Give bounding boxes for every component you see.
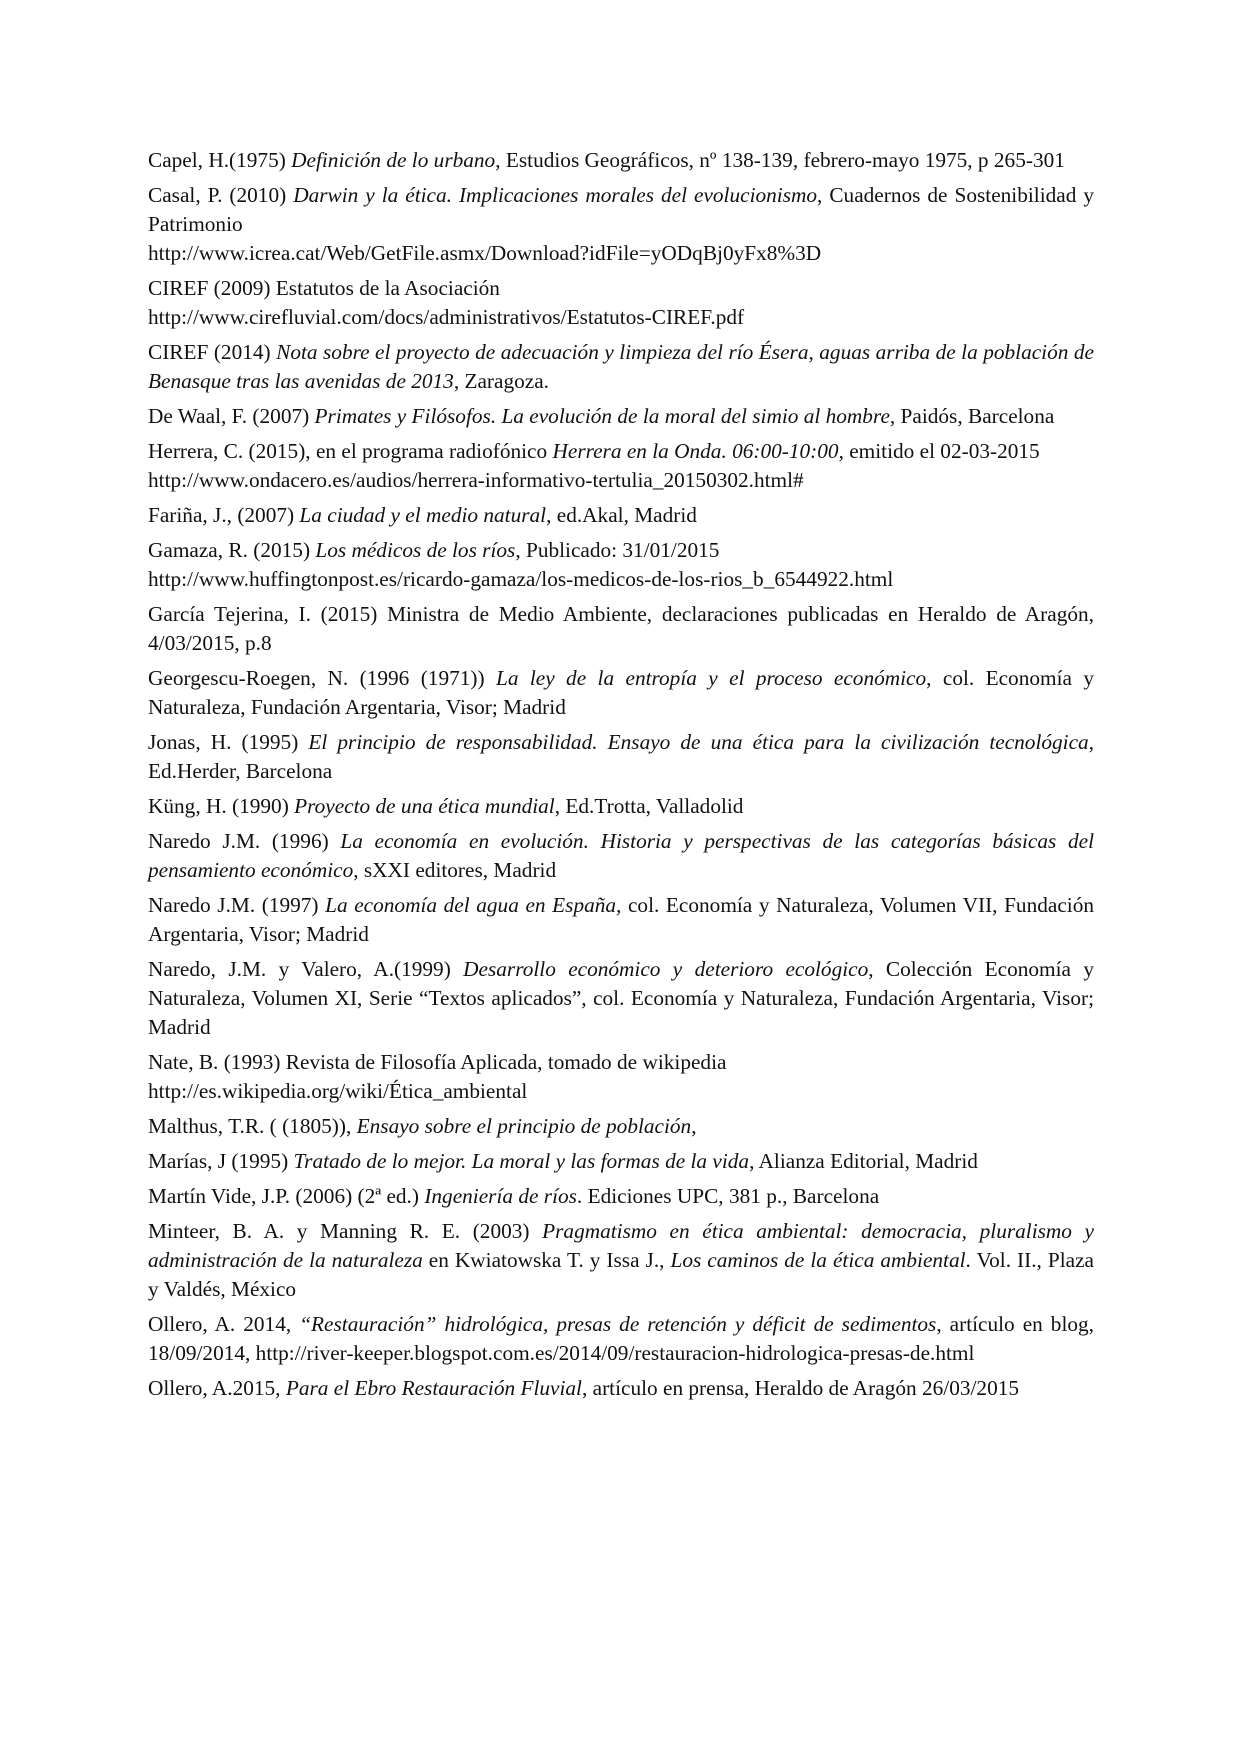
- reference-entry: [148, 1217, 1094, 1304]
- reference-text: , Cuadernos de Sostenibilidad y Patrimonio: [148, 183, 1094, 236]
- reference-text: Minteer, B. A. y Manning R. E. (2003): [148, 1219, 543, 1243]
- reference-entry: [148, 1048, 1094, 1106]
- reference-text: Casal, P. (2010): [148, 183, 294, 207]
- reference-title: Definición de lo urbano: [291, 148, 496, 172]
- reference-url[interactable]: http://es.wikipedia.org/wiki/Ética_ambiental: [148, 1079, 528, 1103]
- reference-text: CIREF (2009) Estatutos de la Asociación: [148, 276, 500, 300]
- reference-url[interactable]: http://www.huffingtonpost.es/ricardo-gamaza/los-medicos-de-los-rios_b_6544922.html: [148, 567, 894, 591]
- reference-title: La ciudad y el medio natural: [299, 503, 547, 527]
- reference-text: Martín Vide, J.P. (2006) (2ª ed.): [148, 1184, 425, 1208]
- reference-entry: [148, 146, 1094, 175]
- reference-text: Ed.Herder, Barcelona: [148, 759, 333, 783]
- reference-title: La ley de la entropía y el proceso económico: [495, 666, 927, 690]
- reference-title: Darwin y la ética. Implicaciones morales del evolucionismo: [293, 183, 818, 207]
- reference-entry: [148, 955, 1094, 1042]
- reference-title: “Restauración” hidrológica, presas de retención y déficit de sedimentos: [299, 1312, 937, 1336]
- reference-entry: [148, 1310, 1094, 1368]
- reference-text: Naredo J.M. (1997): [148, 893, 326, 917]
- reference-text: Ollero, A. 2014,: [148, 1312, 300, 1336]
- reference-text: CIREF (2014): [148, 340, 277, 364]
- reference-entry: [148, 274, 1094, 332]
- reference-title: La economía del agua en España,: [325, 893, 622, 917]
- reference-list: [148, 146, 1094, 1409]
- reference-entry: [148, 1182, 1094, 1211]
- reference-text: , ed.Akal, Madrid: [546, 503, 697, 527]
- reference-text: , Ed.Trotta, Valladolid: [554, 794, 744, 818]
- reference-entry: [148, 827, 1094, 885]
- reference-entry: [148, 501, 1094, 530]
- reference-text: , Publicado: 31/01/2015: [515, 538, 720, 562]
- reference-title: El principio de responsabilidad. Ensayo de una ética para la civilización tecnológica,: [308, 730, 1094, 754]
- reference-title: Para el Ebro Restauración Fluvial: [285, 1376, 582, 1400]
- reference-text: ,: [691, 1114, 697, 1138]
- reference-entry: [148, 338, 1094, 396]
- reference-title: Ingeniería de ríos: [424, 1184, 577, 1208]
- reference-text: . Vol. II., Plaza y Valdés, México: [148, 1248, 1094, 1301]
- reference-entry: [148, 728, 1094, 786]
- reference-text: Gamaza, R. (2015): [148, 538, 316, 562]
- reference-text: Georgescu-Roegen, N. (1996 (1971)): [148, 666, 496, 690]
- reference-entry: [148, 600, 1094, 658]
- reference-title: Tratado de lo mejor. La moral y las formas de la vida: [293, 1149, 750, 1173]
- reference-text: Fariña, J., (2007): [148, 503, 300, 527]
- reference-text: en Kwiatowska T. y Issa J.,: [422, 1248, 671, 1272]
- reference-text: Naredo, J.M. y Valero, A.(1999): [148, 957, 464, 981]
- reference-entry: [148, 1147, 1094, 1176]
- reference-text: Capel, H.(1975): [148, 148, 292, 172]
- reference-entry: [148, 891, 1094, 949]
- reference-text: Marías, J (1995): [148, 1149, 294, 1173]
- reference-url[interactable]: http://www.cirefluvial.com/docs/administrativos/Estatutos-CIREF.pdf: [148, 305, 745, 329]
- reference-title: La economía en evolución. Historia y perspectivas de las categorías básicas del pensamiento económico: [148, 829, 1094, 882]
- reference-title: Pragmatismo en ética ambiental: democracia, pluralismo y administración de la naturaleza: [148, 1219, 1095, 1272]
- reference-entry: [148, 664, 1094, 722]
- reference-text: De Waal, F. (2007): [148, 404, 315, 428]
- reference-text: , Paidós, Barcelona: [889, 404, 1055, 428]
- reference-entry: [148, 1374, 1094, 1403]
- reference-text: , artículo en blog, 18/09/2014, http://river-keeper.blogspot.com.es/2014/09/restauracion-hidrologica-presas-de.html: [148, 1312, 1094, 1365]
- reference-text: Naredo J.M. (1996): [148, 829, 341, 853]
- reference-entry: [148, 437, 1094, 495]
- reference-title: Proyecto de una ética mundial: [294, 794, 555, 818]
- reference-entry: [148, 181, 1094, 268]
- reference-text: , artículo en prensa, Heraldo de Aragón 26/03/2015: [581, 1376, 1020, 1400]
- reference-text: , Colección Economía y Naturaleza, Volumen XI, Serie “Textos aplicados”, col. Economía y Naturaleza, Fundación Argentaria, Visor; Madrid: [148, 957, 1094, 1039]
- reference-text: , emitido el 02-03-2015: [838, 439, 1040, 463]
- reference-text: Nate, B. (1993) Revista de Filosofía Aplicada, tomado de wikipedia: [148, 1050, 727, 1074]
- reference-text: . Ediciones UPC, 381 p., Barcelona: [576, 1184, 880, 1208]
- reference-text: col. Economía y Naturaleza, Volumen VII, Fundación Argentaria, Visor; Madrid: [148, 893, 1094, 946]
- reference-url[interactable]: http://www.icrea.cat/Web/GetFile.asmx/Download?idFile=yODqBj0yFx8%3D: [148, 241, 822, 265]
- reference-entry: [148, 792, 1094, 821]
- reference-title: Los médicos de los ríos: [315, 538, 516, 562]
- reference-text: Herrera, C. (2015), en el programa radiofónico: [148, 439, 553, 463]
- reference-text: Jonas, H. (1995): [148, 730, 309, 754]
- reference-text: , Zaragoza.: [453, 369, 549, 393]
- reference-text: , sXXI editores, Madrid: [353, 858, 557, 882]
- reference-title: Nota sobre el proyecto de adecuación y limpieza del río Ésera, aguas arriba de la población de Benasque tras las avenidas de 2013: [148, 340, 1094, 393]
- reference-entry: [148, 402, 1094, 431]
- reference-entry: [148, 1112, 1094, 1141]
- reference-text: , Estudios Geográficos, nº 138-139, febrero-mayo 1975, p 265-301: [495, 148, 1065, 172]
- reference-url[interactable]: http://www.ondacero.es/audios/herrera-informativo-tertulia_20150302.html#: [148, 468, 804, 492]
- reference-text: Küng, H. (1990): [148, 794, 295, 818]
- reference-text: García Tejerina, I. (2015) Ministra de Medio Ambiente, declaraciones publicadas en Heraldo de Aragón, 4/03/2015, p.8: [148, 602, 1094, 655]
- reference-text: Malthus, T.R. ( (1805)),: [148, 1114, 357, 1138]
- reference-title: Desarrollo económico y deterioro ecológico: [463, 957, 869, 981]
- reference-text: , col. Economía y Naturaleza, Fundación Argentaria, Visor; Madrid: [148, 666, 1094, 719]
- reference-text: Ollero, A.2015,: [148, 1376, 286, 1400]
- reference-entry: [148, 536, 1094, 594]
- reference-text: , Alianza Editorial, Madrid: [749, 1149, 978, 1173]
- reference-title: Los caminos de la ética ambiental: [670, 1248, 966, 1272]
- reference-title: Ensayo sobre el principio de población: [356, 1114, 692, 1138]
- reference-title: Primates y Filósofos. La evolución de la moral del simio al hombre: [314, 404, 890, 428]
- reference-title: Herrera en la Onda. 06:00-10:00: [552, 439, 839, 463]
